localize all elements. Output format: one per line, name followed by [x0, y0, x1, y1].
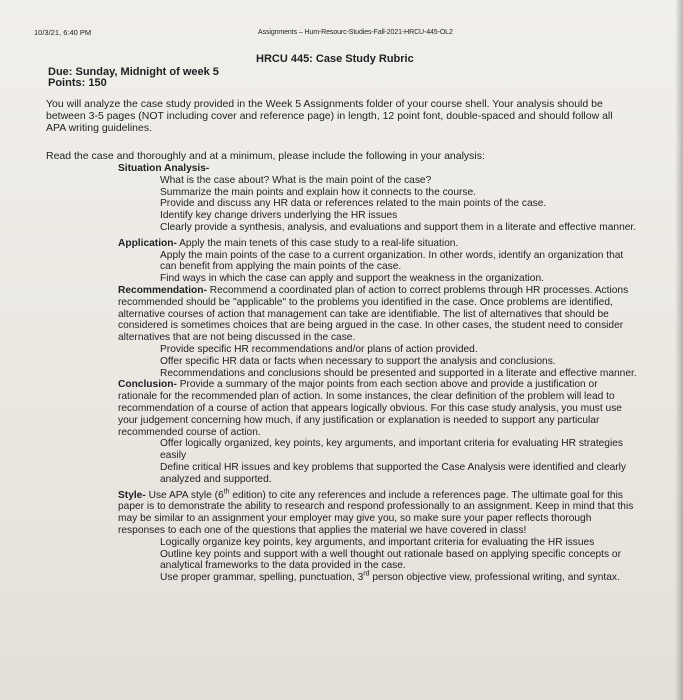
due-date: Due: Sunday, Midnight of week 5	[48, 66, 219, 78]
intro-paragraph: You will analyze the case study provided in the Week 5 Assignments folder of your course shell. Your analysis should be between 3-5 pages (NOT including cover and reference page) in length, 12 point font, double-spaced and should follow all APA writing guidelines.	[46, 98, 613, 134]
conclusion-text: Provide a summary of the major points from each section above and provide a justification or rationale for the recommended plan of action. In some instances, the clear definition of the problem will lead to recommendation of a course of action that appears logically obvious. For this case study analysis, you must use your judgement concerning how much, if any justification or explanation is needed to support any particular recommended course of action.	[118, 379, 622, 438]
situation-item: Identify key change drivers underlying the HR issues	[160, 210, 398, 222]
style-ordinal-suffix: th	[223, 488, 230, 496]
style-item: Logically organize key points, key arguments, and important criteria for evaluating the HR issues	[160, 536, 595, 548]
conclusion-item: Offer logically organized, key points, key arguments, and important criteria for evaluating HR strategies easily	[160, 438, 623, 462]
application-item: Apply the main points of the case to a current organization. In other words, identify an organization that can benefit from applying the main points of the case.	[160, 249, 624, 273]
application-heading: Application-	[118, 237, 177, 249]
situation-item: Provide and discuss any HR data or references related to the main points of the case.	[160, 198, 547, 210]
style-item-ordinal-suffix: rd	[363, 570, 370, 578]
application-section	[118, 238, 638, 285]
application-paragraph	[118, 238, 638, 250]
instructions-lead: Read the case and thoroughly and at a minimum, please include the following in your analysis:	[46, 150, 485, 162]
conclusion-section	[118, 379, 638, 485]
rubric-title: HRCU 445: Case Study Rubric	[256, 53, 414, 65]
style-section	[118, 490, 638, 584]
situation-analysis-heading: Situation Analysis-	[118, 163, 210, 174]
style-text-part1: Use APA style (6	[145, 489, 224, 501]
style-text-part2: edition) to cite any references and include a references page. The ultimate goal for this paper is to demonstrate the ability to research and respond professionally to an assignment. Keep in mind that this may be similar to an assignment your employer may give you, so make sure your paper reflects thorough responses to each one of the questions that applies the material we have covered in class!	[118, 489, 634, 536]
situation-item: Clearly provide a synthesis, analysis, and evaluations and support them in a literate and effective manner.	[160, 221, 637, 233]
situation-analysis-section	[118, 163, 638, 234]
recommendation-item: Recommendations and conclusions should be presented and supported in a literate and effective manner.	[160, 367, 637, 379]
recommendation-heading: Recommendation-	[118, 284, 207, 296]
recommendation-text: Recommend a coordinated plan of action to correct problems through HR processes. Actions recommended should be "applicable" to the problems you identified in the case. Once problems are identified, alternative courses of action that management can take are identifiable. The list of alternatives that should be considered is sometimes choices that are being argued in the case. In other cases, the student need to consider alternatives that are not being discussed in the case.	[118, 284, 629, 344]
points-value: Points: 150	[48, 77, 107, 89]
recommendation-item: Provide specific HR recommendations and/or plans of action provided.	[160, 343, 478, 355]
recommendation-item: Offer specific HR data or facts when necessary to support the analysis and conclusions.	[160, 355, 556, 367]
application-text: Apply the main tenets of this case study to a real-life situation.	[176, 237, 459, 249]
situation-item: Summarize the main points and explain how it connects to the course.	[160, 186, 476, 198]
recommendation-section	[118, 285, 638, 379]
conclusion-item: Define critical HR issues and key problems that supported the Case Analysis were identified and clearly analyzed and supported.	[160, 461, 627, 485]
style-item-text-part1: Use proper grammar, spelling, punctuation, 3	[160, 572, 364, 584]
conclusion-heading: Conclusion-	[118, 379, 177, 391]
style-item-text-part2: person objective view, professional writing, and syntax.	[369, 572, 620, 584]
style-paragraph	[118, 490, 638, 537]
rubric-sections	[118, 163, 638, 584]
recommendation-paragraph	[118, 285, 638, 344]
print-header-title: Assignments – Hum-Resourc-Studies-Fall-2021-HRCU-445-OL2	[258, 29, 453, 36]
application-item: Find ways in which the case can apply and support the weakness in the organization.	[160, 273, 544, 285]
conclusion-paragraph	[118, 379, 638, 438]
style-item: Outline key points and support with a well thought out rationale based on applying specific concepts or analytical frameworks to the data provided in the case.	[160, 548, 621, 572]
style-heading: Style-	[118, 489, 146, 501]
situation-item: What is the case about? What is the main point of the case?	[160, 174, 432, 186]
print-date: 10/3/21, 6:40 PM	[34, 28, 92, 37]
style-item	[160, 572, 638, 584]
page-edge-shadow	[675, 0, 683, 700]
